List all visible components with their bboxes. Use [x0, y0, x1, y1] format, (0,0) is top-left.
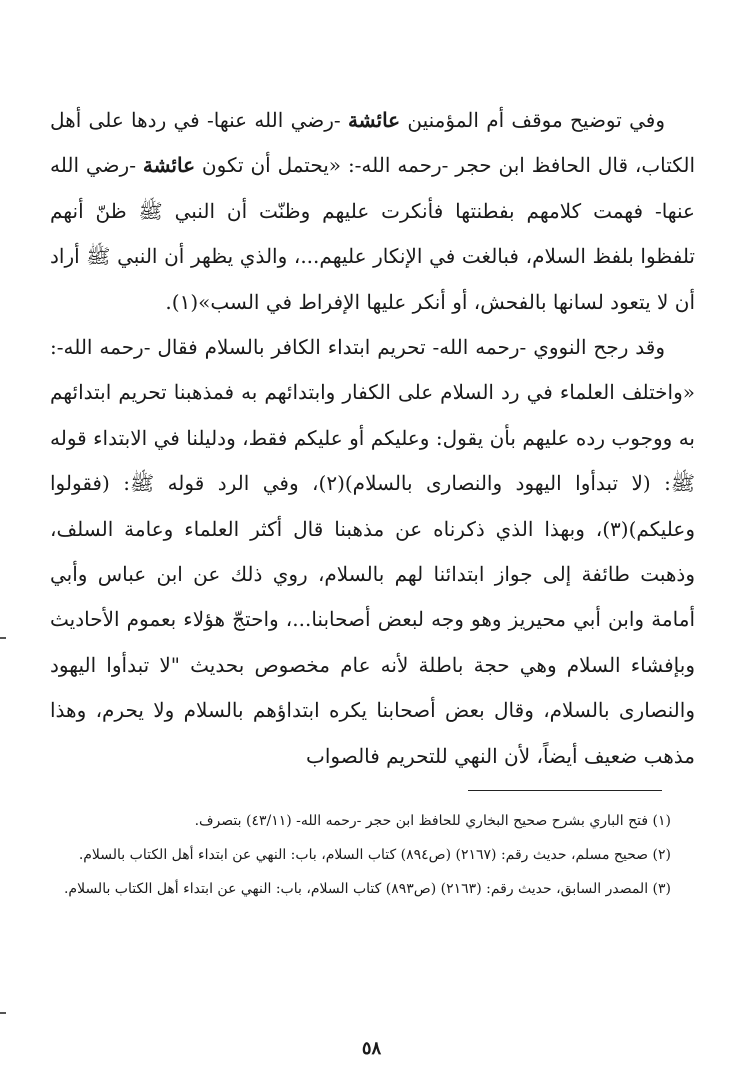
footnote-3: (٣) المصدر السابق، حديث رقم: (٢١٦٣) (ص٨٩٣) كتاب السلام، باب: النهي عن ابتداء أهل الكتاب بالسلام. — [63, 881, 671, 897]
footnote-separator — [468, 790, 662, 791]
bold-name-aisha-2: عائشة — [142, 153, 196, 178]
footnote-2: (٢) صحيح مسلم، حديث رقم: (٢١٦٧) (ص٨٩٤) كتاب السلام، باب: النهي عن ابتداء أهل الكتاب بالسلام. — [78, 847, 671, 863]
paragraph-2: وقد رجح النووي -رحمه الله- تحريم ابتداء الكافر بالسلام فقال -رحمه الله-: «واختلف العلماء في رد السلام على الكفار وابتدائهم به فمذهبنا تحريم ابتدائهم به ووجوب رده عليهم بأن يقول: وعليكم أو عليكم فقط، ودليلنا في الابتداء قوله ﷺ: (لا تبدأوا اليهود والنصارى بالسلام)(٢)، وفي الرد قوله ﷺ: (فقولوا وعليكم)(٣)، وبهذا الذي ذكرناه عن مذهبنا قال أكثر العلماء وعامة السلف، وذهبت طائفة إلى جواز ابتدائنا لهم بالسلام، روي ذلك عن ابن عباس وأبي أمامة وابن أبي محيريز وهو وجه لبعض أصحابنا...، واحتجّ هؤلاء بعموم الأحاديث وبإفشاء السلام وهي حجة باطلة لأنه عام مخصوص بحديث "لا تبدأوا اليهود والنصارى بالسلام، وقال بعض أصحابنا يكره ابتداؤهم بالسلام ولا يحرم، وهذا مذهب ضعيف أيضاً، لأن النهي للتحريم فالصواب — [50, 335, 695, 768]
paragraph-1-part-2: -رضي الله عنها- في ردها على أهل الكتاب، قال الحافظ ابن حجر -رحمه الله-: «يحتمل أن تكون — [50, 108, 696, 178]
paragraph-1-part-1: وفي توضيح موقف أم المؤمنين — [400, 108, 665, 132]
margin-mark — [0, 1012, 6, 1014]
bold-name-aisha-1: عائشة — [347, 108, 401, 132]
paragraph-1-part-3: -رضي الله عنها- فهمت كلامهم بفطنتها فأنكرت عليهم وظنّت أن النبي ﷺ ظنّ أنهم تلفظوا بلفظ السلام، فبالغت في الإنكار عليهم...، والذي يظهر أن النبي ﷺ أراد أن لا يتعود لسانها بالفحش، أو أنكر عليها الإفراط في السب»(١). — [50, 153, 695, 314]
footnotes — [58, 806, 671, 908]
footnote-1: (١) فتح الباري بشرح صحيح البخاري للحافظ ابن حجر -رحمه الله- (٤٣/١١) بتصرف. — [194, 813, 671, 829]
main-text — [50, 98, 695, 779]
paragraph-1 — [50, 98, 695, 325]
page-number: ٥٨ — [361, 1038, 382, 1059]
margin-mark — [0, 637, 6, 639]
